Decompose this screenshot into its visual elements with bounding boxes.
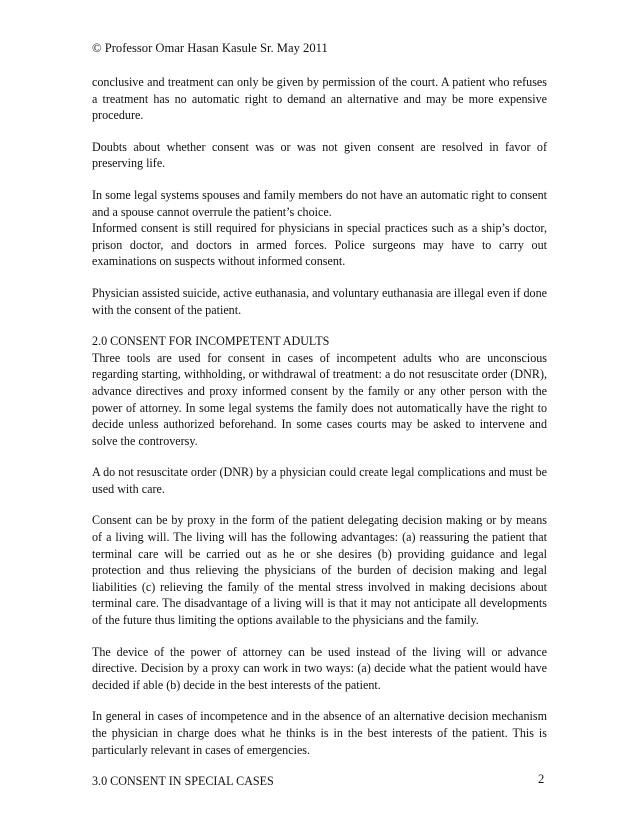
paragraph: Consent can be by proxy in the form of the patient delegating decision making or by means of a living will. The living will has the following advantages: (a) reassuring the patient that terminal care will be carried out as he or she desires (b) providing guidance and legal protection and thus relieving the physicians of the burden of decision making and legal liabilities (c) relieving the family of the mental stress involved in making decisions about terminal care. The disadvantage of a living will is that it may not anticipate all developments of the future thus limiting the options available to the physicians and the family. bbox=[92, 513, 547, 628]
document-body bbox=[92, 74, 547, 790]
paragraph: Physician assisted suicide, active euthanasia, and voluntary euthanasia are illegal even if done with the consent of the patient. bbox=[92, 285, 547, 317]
paragraph: A do not resuscitate order (DNR) by a physician could create legal complications and must be used with care. bbox=[92, 465, 547, 496]
page-header: © Professor Omar Hasan Kasule Sr. May 2011 bbox=[92, 41, 328, 55]
paragraph: Doubts about whether consent was or was not given consent are resolved in favor of preserving life. bbox=[92, 139, 547, 171]
paragraph: In general in cases of incompetence and in the absence of an alternative decision mechanism the physician in charge does what he thinks is in the best interests of the patient. This is particularly relevant in cases of emergencies. bbox=[92, 709, 547, 757]
paragraph: Informed consent is still required for physicians in special practices such as a ship’s doctor, prison doctor, and doctors in armed forces. Police surgeons may have to carry out examinations on suspects without informed consent. bbox=[92, 221, 547, 269]
paragraph: In some legal systems spouses and family members do not have an automatic right to consent and a spouse cannot overrule the patient’s choice. bbox=[92, 187, 547, 219]
paragraph: conclusive and treatment can only be given by permission of the court. A patient who refuses a treatment has no automatic right to demand an alternative and may be more expensive procedure. bbox=[92, 75, 547, 123]
page-number: 2 bbox=[538, 772, 545, 786]
section-heading: 3.0 CONSENT IN SPECIAL CASES bbox=[92, 774, 274, 789]
section-heading: 2.0 CONSENT FOR INCOMPETENT ADULTS bbox=[92, 334, 330, 349]
paragraph: Three tools are used for consent in cases of incompetent adults who are unconscious regarding starting, withholding, or withdrawal of treatment: a do not resuscitate order (DNR), advance directives and proxy informed consent by the family or any other person with the power of attorney. In some legal systems the family does not automatically have the right to decide unless authorized beforehand. In some cases courts may be asked to intervene and solve the controversy. bbox=[92, 350, 547, 448]
paragraph: The device of the power of attorney can be used instead of the living will or advance directive. Decision by a proxy can work in two ways: (a) decide what the patient would have decided if able (b) decide in the best interests of the patient. bbox=[92, 644, 547, 692]
